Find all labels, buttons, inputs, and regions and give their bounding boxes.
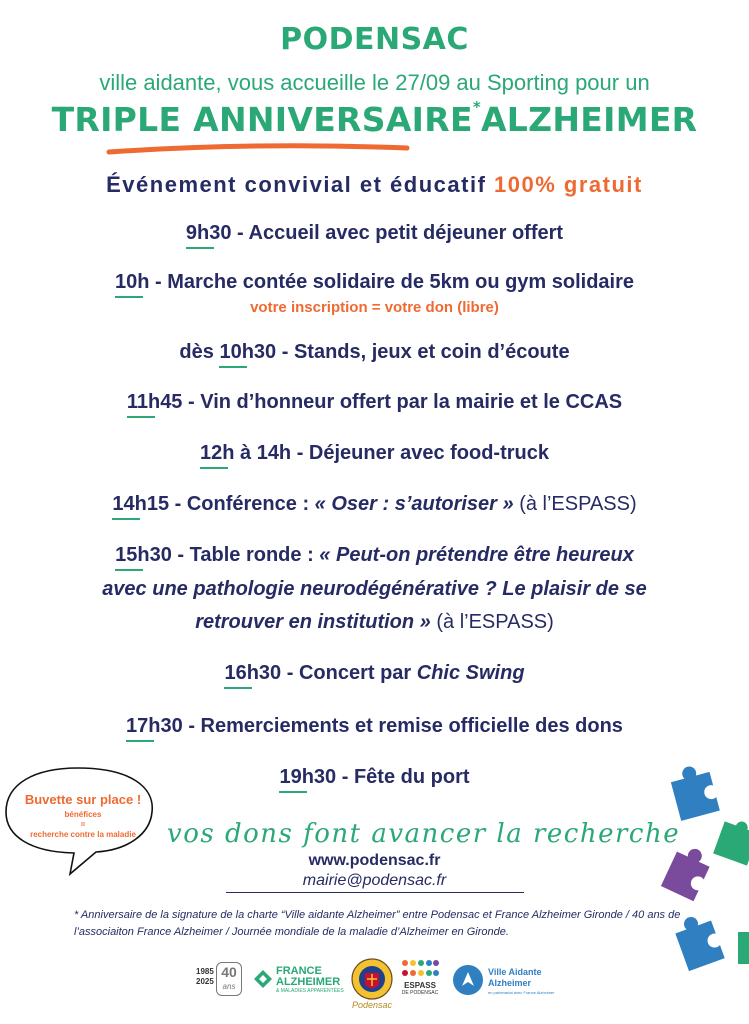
- anniv-year-bottom: 2025: [196, 977, 214, 986]
- france-alzheimer-mark-icon: [252, 968, 274, 990]
- title-part2: ALZHEIMER: [480, 100, 698, 139]
- schedule-time: 15h30: [115, 544, 172, 566]
- schedule-text: - Fête du port: [336, 766, 470, 788]
- puzzle-piece-green2-icon: [738, 932, 749, 964]
- schedule-text: - Marche contée solidaire de 5km ou gym solidaire: [149, 271, 635, 293]
- schedule-text: - Stands, jeux et coin d’écoute: [276, 341, 570, 363]
- footnote: * Anniversaire de la signature de la charte “Ville aidante Alzheimer” entre Podensac et France Alzheimer Gironde / 40 ans de l’associaiton France Alzheimer / Journée mondiale de la maladie d’Alzheimer en Gironde.: [74, 909, 681, 938]
- schedule-text: à 14h - Déjeuner avec food-truck: [234, 442, 549, 464]
- schedule-time: 17h30: [126, 715, 183, 737]
- anniv-year-top: 1985: [196, 967, 214, 976]
- schedule-italic-2: avec une pathologie neurodégénérative ? Le plaisir de se: [102, 578, 647, 600]
- schedule-time: 14h15: [112, 493, 170, 515]
- schedule-after: (à l’ESPASS): [430, 611, 554, 633]
- separator-line: [226, 892, 524, 893]
- schedule-text: - Concert par: [281, 662, 417, 684]
- schedule-text: - Remerciements et remise officielle des dons: [182, 715, 623, 737]
- schedule-text: - Accueil avec petit déjeuner offert: [231, 222, 564, 244]
- espass-line2: DE PODENSAC: [401, 990, 439, 996]
- subtitle: ville aidante, vous accueille le 27/09 au Sporting pour un: [99, 70, 650, 95]
- schedule-prefix: dès: [179, 341, 220, 363]
- schedule-time: 16h30: [224, 662, 282, 684]
- france-alz-line2: ALZHEIMER: [276, 976, 341, 988]
- ville-aidante-logo: [452, 964, 562, 1000]
- tagline-free: 100% gratuit: [494, 172, 643, 197]
- schedule-text: - Conférence :: [169, 493, 315, 515]
- puzzle-piece-green-icon: [713, 816, 749, 866]
- schedule-time: 10h30: [219, 341, 277, 363]
- tagline: [0, 172, 749, 198]
- schedule-item-1: [0, 271, 749, 294]
- town-name: PODENSAC: [280, 22, 469, 57]
- france-alz-line1: FRANCE: [276, 965, 322, 977]
- bubble-title: Buvette sur place !: [24, 792, 142, 807]
- anniv-number: 40: [221, 964, 237, 980]
- puzzle-piece-blue2-icon: [672, 911, 725, 972]
- slogan-text: vos dons font avancer la recherche: [167, 819, 681, 849]
- bubble-line-3: recherche contre la maladie: [30, 830, 136, 839]
- france-alzheimer-logo: [252, 964, 344, 998]
- espass-logo: [400, 958, 440, 1002]
- vaa-line1: Ville Aidante: [488, 967, 542, 977]
- schedule-text: - Vin d’honneur offert par la mairie et le CCAS: [182, 391, 623, 413]
- schedule-text: - Table ronde :: [171, 544, 320, 566]
- schedule-italic-1: « Peut-on prétendre être heureux: [319, 544, 634, 566]
- ville-aidante-mark-icon: [452, 964, 484, 996]
- schedule-item-2: [0, 341, 749, 364]
- vaa-line3: en partenariat avec France Alzheimer: [488, 990, 555, 995]
- podensac-label: Podensac: [351, 1000, 393, 1010]
- schedule-item-8: [0, 715, 749, 738]
- schedule-time: 12h: [199, 442, 235, 464]
- anniv-word: ans: [222, 982, 236, 991]
- schedule-italic: Chic Swing: [416, 662, 525, 684]
- schedule-item-6: [0, 544, 749, 567]
- schedule-item-5: [0, 493, 749, 516]
- title-underline: [105, 140, 415, 160]
- puzzle-piece-blue-icon: [668, 762, 720, 821]
- espass-line1: ESPASS: [404, 981, 436, 990]
- tagline-text: Événement convivial et éducatif: [106, 172, 487, 197]
- schedule-time: 19h30: [279, 766, 337, 788]
- schedule-item-6-line2: [0, 578, 749, 601]
- slogan: [165, 812, 681, 852]
- schedule-after: (à l’ESPASS): [513, 493, 637, 515]
- website-link[interactable]: www.podensac.fr: [308, 852, 441, 869]
- anniversary-logo: [196, 962, 242, 998]
- schedule-time: 11h45: [126, 391, 183, 413]
- bubble-line-2: =: [80, 820, 86, 829]
- bubble-line-1: bénéfices: [64, 810, 102, 819]
- espass-dots-icon: [400, 958, 440, 980]
- schedule-item-4: [0, 442, 749, 465]
- schedule-item-0: [0, 222, 749, 245]
- schedule-item-7: [0, 662, 749, 685]
- title-asterisk: *: [472, 98, 481, 116]
- main-title: [0, 100, 749, 139]
- schedule-time: 9h30: [185, 222, 232, 244]
- podensac-crest-icon: [349, 957, 395, 1001]
- podensac-crest-logo: [349, 957, 395, 1013]
- france-alz-line3: & MALADIES APPARENTÉES: [276, 988, 344, 994]
- schedule-item-3: [0, 391, 749, 414]
- puzzle-piece-purple-icon: [661, 842, 714, 901]
- vaa-line2: Alzheimer: [488, 978, 532, 988]
- schedule-italic: « Oser : s’autoriser »: [314, 493, 514, 515]
- schedule-note: votre inscription = votre don (libre): [250, 299, 499, 316]
- bubble-text: [8, 810, 158, 840]
- schedule-time: 10h: [114, 271, 150, 293]
- title-part1: TRIPLE ANNIVERSAIRE: [51, 100, 473, 139]
- email-link[interactable]: mairie@podensac.fr: [302, 872, 447, 889]
- schedule-item-6-line3: [0, 611, 749, 634]
- puzzle-decoration: [660, 760, 749, 990]
- schedule-italic-3: retrouver en institution »: [195, 611, 431, 633]
